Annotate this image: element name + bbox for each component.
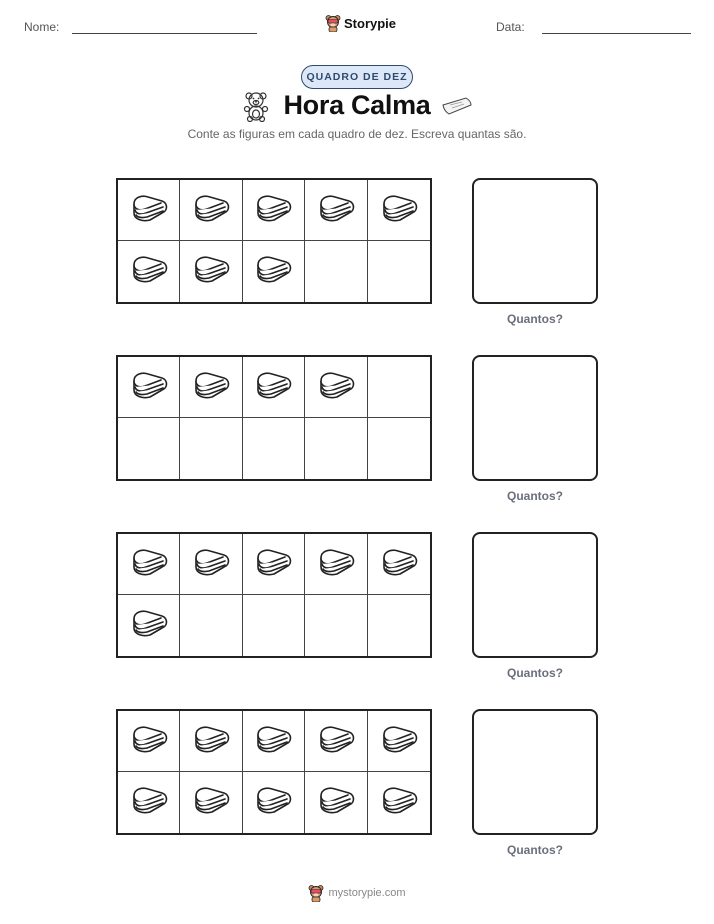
blanket-icon [190, 252, 232, 291]
answer-box[interactable] [472, 532, 598, 658]
ten-frame-cell [368, 180, 430, 241]
ten-frame-cell [180, 241, 242, 302]
blanket-icon [378, 545, 420, 584]
blanket-icon [128, 722, 170, 761]
ten-frame-cell [118, 711, 180, 772]
answer-label: Quantos? [507, 489, 563, 503]
ten-frame-cell [243, 241, 305, 302]
ten-frame-cell [243, 180, 305, 241]
ten-frame-cell [305, 357, 367, 418]
ten-frame-cell [180, 711, 242, 772]
ten-frame-cell [118, 534, 180, 595]
ten-frame-cell [243, 357, 305, 418]
blanket-icon [378, 191, 420, 230]
ten-frame-cell [305, 534, 367, 595]
ten-frame-cell [305, 241, 367, 302]
blanket-icon [315, 368, 357, 407]
worksheet-type-badge: QUADRO DE DEZ [301, 65, 413, 89]
blanket-icon [315, 722, 357, 761]
ten-frame-cell [368, 772, 430, 833]
blanket-icon [128, 783, 170, 822]
blanket-icon [190, 545, 232, 584]
name-write-line [72, 33, 257, 34]
blanket-icon [252, 545, 294, 584]
blanket-icon [378, 783, 420, 822]
answer-box[interactable] [472, 178, 598, 304]
blanket-icon [252, 783, 294, 822]
ten-frame-cell [118, 241, 180, 302]
ten-frame [116, 178, 432, 304]
blanket-icon [315, 783, 357, 822]
blanket-icon [252, 191, 294, 230]
ten-frame-cell [368, 711, 430, 772]
ten-frame-cell [180, 534, 242, 595]
ten-frame [116, 355, 432, 481]
blanket-icon [252, 722, 294, 761]
blanket-icon [128, 606, 170, 645]
ten-frame-cell [118, 357, 180, 418]
blanket-icon [190, 783, 232, 822]
blanket-icon [128, 252, 170, 291]
answer-box[interactable] [472, 355, 598, 481]
ten-frame-cell [180, 418, 242, 479]
blanket-icon [190, 722, 232, 761]
answer-label: Quantos? [507, 666, 563, 680]
ten-frame-cell [180, 180, 242, 241]
blanket-icon [315, 191, 357, 230]
footer [0, 884, 714, 902]
ten-frame-cell [305, 595, 367, 656]
ten-frame-cell [368, 418, 430, 479]
blanket-icon [252, 368, 294, 407]
blanket-icon [315, 545, 357, 584]
ten-frame-cell [243, 711, 305, 772]
blanket-icon [190, 368, 232, 407]
ten-frame-cell [243, 772, 305, 833]
ten-frame [116, 532, 432, 658]
ten-frame-cell [368, 534, 430, 595]
ten-frame-cell [305, 711, 367, 772]
ten-frame-cell [305, 772, 367, 833]
ten-frame-cell [180, 772, 242, 833]
brand-logo [325, 13, 396, 33]
footer-url: mystorypie.com [328, 887, 406, 899]
blanket-icon [252, 252, 294, 291]
pillow-icon [440, 96, 474, 118]
blanket-icon [378, 722, 420, 761]
date-label: Data: [496, 20, 525, 34]
answer-label: Quantos? [507, 312, 563, 326]
ten-frame-cell [243, 418, 305, 479]
instructions: Conte as figuras em cada quadro de dez. Escreva quantas são. [187, 127, 527, 141]
ten-frame-cell [368, 357, 430, 418]
name-label: Nome: [24, 20, 60, 34]
brand-name: Storypie [344, 15, 397, 31]
ten-frame [116, 709, 432, 835]
ten-frame-cell [305, 418, 367, 479]
ten-frame-cell [368, 595, 430, 656]
answer-box[interactable] [472, 709, 598, 835]
ten-frame-cell [118, 180, 180, 241]
blanket-icon [128, 545, 170, 584]
blanket-icon [128, 368, 170, 407]
ten-frame-cell [118, 418, 180, 479]
blanket-icon [190, 191, 232, 230]
bear-mascot-icon [325, 14, 341, 32]
ten-frame-cell [305, 180, 367, 241]
ten-frame-cell [180, 357, 242, 418]
ten-frame-cell [118, 772, 180, 833]
answer-label: Quantos? [507, 843, 563, 857]
page-title: Hora Calma [283, 90, 431, 120]
ten-frame-cell [180, 595, 242, 656]
bear-mascot-icon [308, 884, 324, 902]
ten-frame-cell [243, 534, 305, 595]
ten-frame-cell [368, 241, 430, 302]
date-write-line [542, 33, 691, 34]
ten-frame-cell [118, 595, 180, 656]
ten-frame-cell [243, 595, 305, 656]
blanket-icon [128, 191, 170, 230]
